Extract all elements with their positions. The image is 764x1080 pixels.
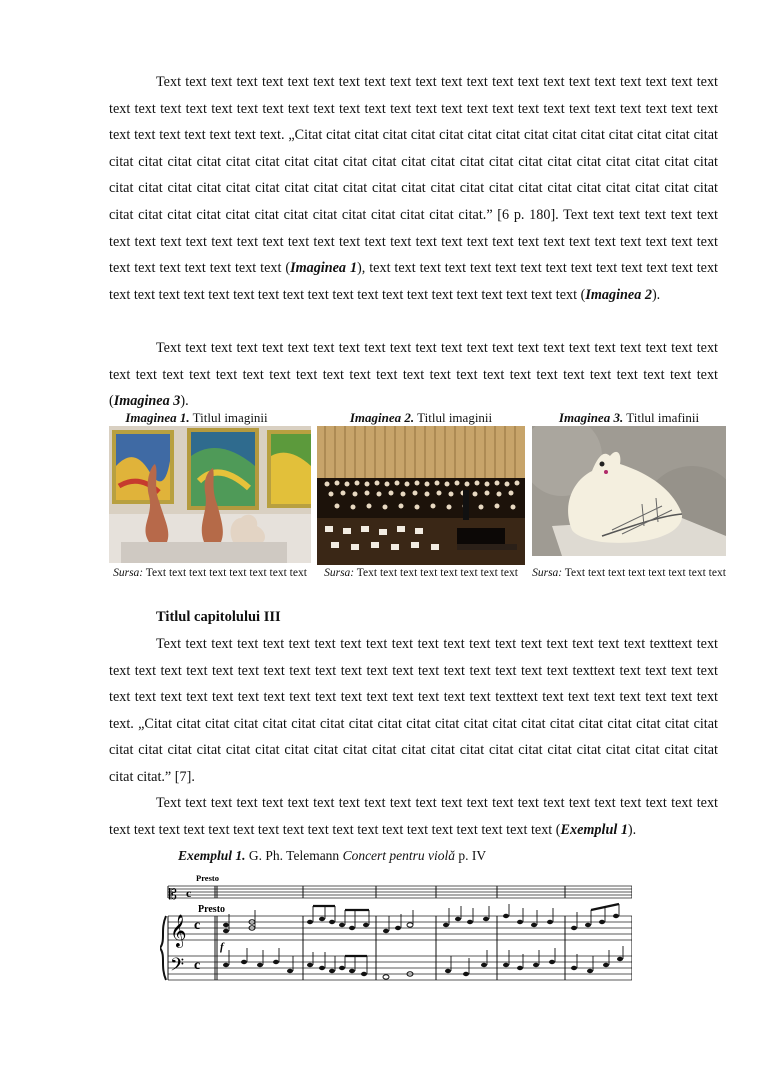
- figure-1-caption: Imaginea 1. Titlul imaginii: [125, 410, 268, 425]
- tempo-marking-top: Presto: [196, 873, 219, 883]
- figure-1-image: [109, 426, 311, 563]
- figure-3-caption: Imaginea 3. Titlul imafinii: [558, 410, 700, 425]
- paragraph-2: Text text text text text text text text text text text text text text text text text text text text text text text text text text text text text text text text text text text text text text text text text text text text text (Imaginea 3).: [109, 340, 718, 410]
- figure-3-image: [532, 426, 726, 556]
- chapter-heading: Titlul capitolului III: [156, 609, 281, 625]
- figure-2-source: Sursa: Text text text text text text text text: [324, 567, 518, 579]
- music-score: [160, 870, 632, 986]
- figure-ref-3: Imaginea 3: [113, 393, 181, 410]
- example-caption: Exemplul 1. G. Ph. Telemann Concert pentru violă p. IV: [178, 848, 487, 863]
- svg-text:𝄢: 𝄢: [170, 955, 185, 980]
- paragraph-1: Text text text text text text text text text text text text text text text text text text text text text text text text text text text text text text text text text text text text text text text text text text text text text text text text text text text text text. „Citat citat citat citat citat citat citat citat citat citat citat citat citat citat citat citat citat citat citat citat citat citat citat citat citat citat citat citat citat citat citat citat citat citat citat citat citat citat citat citat citat citat citat citat citat citat citat citat citat citat citat citat citat citat citat citat citat citat citat citat citat citat citat citat citat citat citat citat citat citat.” [6 p. 180]. Text text text text text text text text text text text text text text text text text text text text text text text text text text text text text text text text text text text text text (Imaginea 1), text text text text text text text text text text text text text text text text text text text text text text text text text text text text text text text text text (Imaginea 2).: [109, 74, 718, 303]
- figure-2-caption: Imaginea 2. Titlul imaginii: [349, 410, 493, 425]
- svg-text:c: c: [194, 918, 201, 933]
- dynamic-marking: f: [220, 941, 224, 953]
- svg-text:𝄡: 𝄡: [169, 887, 177, 903]
- figure-ref-1: Imaginea 1: [290, 260, 358, 277]
- paragraph-4: Text text text text text text text text text text text text text text text text text text text text text text text text text text text text text text text text text text text text text text text text (Exemplul 1).: [109, 795, 718, 838]
- svg-text:c: c: [186, 886, 192, 900]
- paragraph-3: Text text text text text text text text text text text text text text text text text text text texttext text text text text text text text text text text text text text text text text text text text texttext text text text text text text text text text text text text text text text text text text text texttext text text text text text text text text. „Citat citat citat citat citat citat citat citat citat citat citat citat citat citat citat citat citat citat citat citat citat citat citat citat citat citat citat citat citat citat citat citat citat citat citat citat citat citat citat citat citat citat citat.” [7].: [109, 636, 718, 785]
- svg-text:𝄞: 𝄞: [170, 914, 187, 947]
- figure-2-image: [317, 426, 525, 565]
- example-ref: Exemplul 1: [560, 821, 628, 838]
- figure-1-source: Sursa: Text text text text text text text text: [113, 567, 307, 579]
- svg-text:c: c: [194, 958, 201, 973]
- tempo-marking-piano: Presto: [198, 904, 226, 915]
- figure-ref-2: Imaginea 2: [585, 286, 652, 303]
- figure-3-source: Sursa: Text text text text text text text text: [532, 567, 726, 579]
